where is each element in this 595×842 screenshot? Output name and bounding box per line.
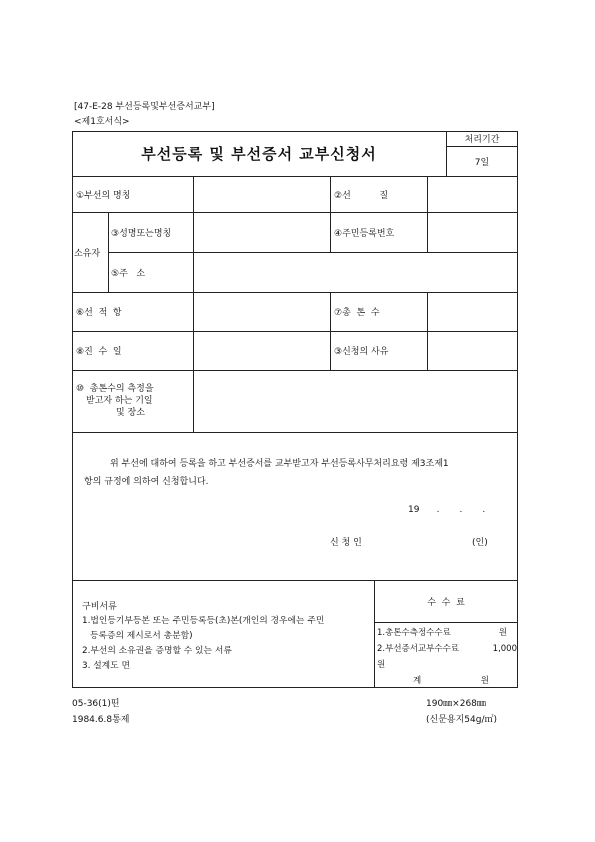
statement-line2: 항의 규정에 의하여 신청합니다. bbox=[84, 477, 209, 487]
port-label: ⑥선 적 항 bbox=[76, 308, 122, 318]
statement-line1: 위 부선에 대하여 등록을 하고 부선증서를 교부받고자 부선등록사무처리요령 제3조제1 bbox=[110, 459, 449, 469]
seal-mark: (인) bbox=[472, 538, 488, 548]
footer-left2: 1984.6.8통제 bbox=[72, 715, 130, 725]
fee-item2-unit: 원 bbox=[377, 660, 386, 670]
launch-date-label: ⑧진 수 일 bbox=[76, 347, 122, 357]
col-line bbox=[193, 176, 194, 432]
form-number: <제1호서식> bbox=[74, 117, 130, 127]
col-line bbox=[108, 212, 109, 292]
owner-label: 소유자 bbox=[74, 248, 101, 259]
vessel-type-label: ②선 질 bbox=[334, 190, 389, 201]
footer-right1: 190㎜×268㎜ bbox=[426, 699, 486, 709]
col-line bbox=[427, 176, 428, 252]
col-line bbox=[427, 292, 428, 370]
col-line bbox=[330, 176, 331, 252]
barge-name-label: ①부선의 명칭 bbox=[76, 190, 131, 201]
address-label: ⑤주 소 bbox=[111, 268, 146, 279]
processing-label: 처리기간 bbox=[464, 135, 500, 145]
applicant-label: 신 청 인 bbox=[330, 538, 362, 548]
row-line bbox=[72, 292, 518, 293]
fee-total-row bbox=[377, 673, 517, 689]
documents-heading: 구비서류 bbox=[82, 602, 117, 612]
footer-left1: 05-36(1)띤 bbox=[72, 699, 120, 709]
owner-name-label: ③성명또는명칭 bbox=[111, 228, 172, 239]
fees-heading: 수 수 료 bbox=[427, 597, 465, 608]
fee-total-unit: 원 bbox=[480, 676, 489, 686]
form-title: 부선등록 및 부선증서 교부신청서 bbox=[141, 145, 377, 163]
fee-row-2 bbox=[377, 641, 517, 657]
fee-item1: 1.총톤수측정수수료 bbox=[377, 628, 451, 638]
resident-no-label: ④주민등록번호 bbox=[334, 228, 395, 239]
measurement-label-line1: ⑩ 총톤수의 측정을 bbox=[76, 384, 154, 394]
fee-total-label: 계 bbox=[413, 676, 422, 686]
fees-list bbox=[377, 625, 517, 689]
fee-item2-amount: 1,000 bbox=[492, 644, 517, 654]
tonnage-label: ⑦총 톤 수 bbox=[334, 308, 380, 318]
measurement-label-line3: 및 장소 bbox=[116, 408, 145, 418]
document-item2: 2.부선의 소유권을 증명할 수 있는 서류 bbox=[82, 646, 232, 656]
document-item1-line1: 1.법인등기부등본 또는 주민등록등(초)본(개인의 경우에는 주민 bbox=[82, 616, 325, 626]
form-code: [47-E-28 부선등록및부선증서교부] bbox=[74, 102, 215, 112]
fee-item1-amount: 원 bbox=[498, 628, 507, 638]
row-line bbox=[108, 252, 518, 253]
fee-item2: 2.부선증서교부수수료 bbox=[377, 644, 460, 654]
processing-value: 7일 bbox=[474, 157, 490, 168]
documents-list bbox=[82, 614, 372, 674]
col-line bbox=[330, 292, 331, 370]
statement-date: 19 . . . bbox=[408, 505, 486, 515]
row-line bbox=[72, 432, 518, 433]
fee-header-line bbox=[374, 622, 518, 623]
fee-row-1 bbox=[377, 625, 517, 641]
reason-label: ③신청의 사유 bbox=[334, 347, 389, 357]
row-line bbox=[72, 176, 518, 177]
measurement-label-line2: 받고자 하는 기일 bbox=[86, 396, 153, 406]
footer-right2: (신문용지54g/㎡) bbox=[426, 715, 497, 725]
document-item3: 3. 설계도 면 bbox=[82, 661, 130, 671]
measurement-label bbox=[76, 383, 191, 419]
row-line bbox=[72, 370, 518, 371]
document-item1-line2: 등록증의 제시로서 총분함) bbox=[90, 631, 193, 641]
row-line bbox=[72, 331, 518, 332]
statement bbox=[84, 455, 512, 491]
